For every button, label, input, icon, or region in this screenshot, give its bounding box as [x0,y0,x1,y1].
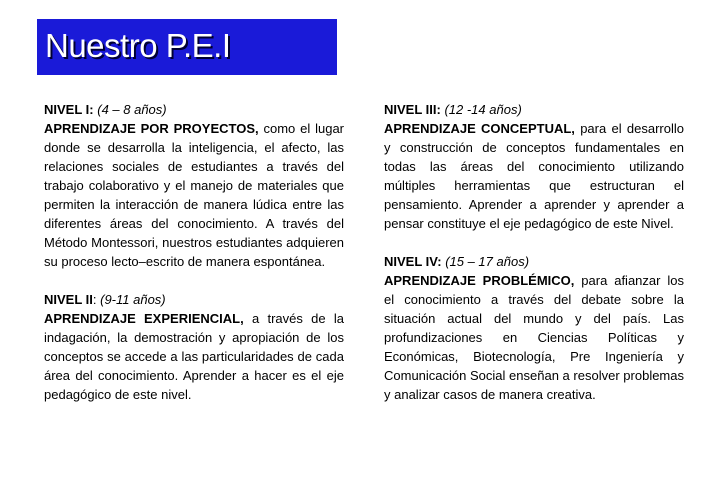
level-2-keyword: APRENDIZAJE EXPERIENCIAL, [44,311,244,326]
level-3-description [384,119,684,233]
level-1-keyword: APRENDIZAJE POR PROYECTOS, [44,121,259,136]
level-3-keyword: APRENDIZAJE CONCEPTUAL, [384,121,575,136]
title-banner [37,19,337,75]
level-1-heading [44,100,344,119]
level-3-heading [384,100,684,119]
left-column [44,100,344,404]
page-title: Nuestro P.E.I [45,27,231,64]
level-3-label: NIVEL III: [384,102,441,117]
level-3-text: para el desarrollo y construcción de conceptos fundamentales en todas las áreas del conocimiento utilizando múltiples herramientas que estructuran el pensamiento. Aprender a aprender y aprender a pensar constituye el eje pedagógico de este Nivel. [384,121,684,231]
level-4-heading [384,252,684,271]
level-3-section [384,100,684,233]
level-2-heading: NIVEL II: (9-11 años) [44,292,166,307]
level-2-description [44,309,344,404]
right-column [384,100,684,404]
level-4-description [384,271,684,404]
level-2-ages: (9-11 años) [100,292,166,307]
level-2-text: a través de la indagación, la demostración y apropiación de los conceptos se accede a las particularidades de cada área del conocimiento. Aprender a hacer es el eje pedagógico de este nivel. [44,311,344,402]
level-4-ages: (15 – 17 años) [445,254,530,269]
level-1-description [44,119,344,271]
level-4-label: NIVEL IV: [384,254,442,269]
level-1-label: NIVEL I: [44,102,94,117]
level-3-ages: (12 -14 años) [444,102,522,117]
level-4-section [384,252,684,404]
level-2-label: NIVEL II [44,292,93,307]
level-1-text: como el lugar donde se desarrolla la inteligencia, el afecto, las relaciones sociales de estudiantes a través del trabajo colaborativo y el manejo de materiales que permiten la interacción de manera lúdica entre las diferentes áreas del conocimiento. A través del Método Montessori, nuestros estudiantes adquieren su proceso lecto–escrito de manera espontánea. [44,121,344,269]
level-4-keyword: APRENDIZAJE PROBLÉMICO, [384,273,575,288]
level-1-ages: (4 – 8 años) [97,102,167,117]
level-4-text: para afianzar los el conocimiento a través del debate sobre la situación actual del mundo y del país. Las profundizaciones en Ciencias Políticas y Económicas, Biotecnología, Pre Ingeniería y Comunicación Social enseñan a resolver problemas y analizar casos de manera creativa. [384,273,684,402]
level-1-section [44,100,344,271]
level-2-section [44,290,344,404]
